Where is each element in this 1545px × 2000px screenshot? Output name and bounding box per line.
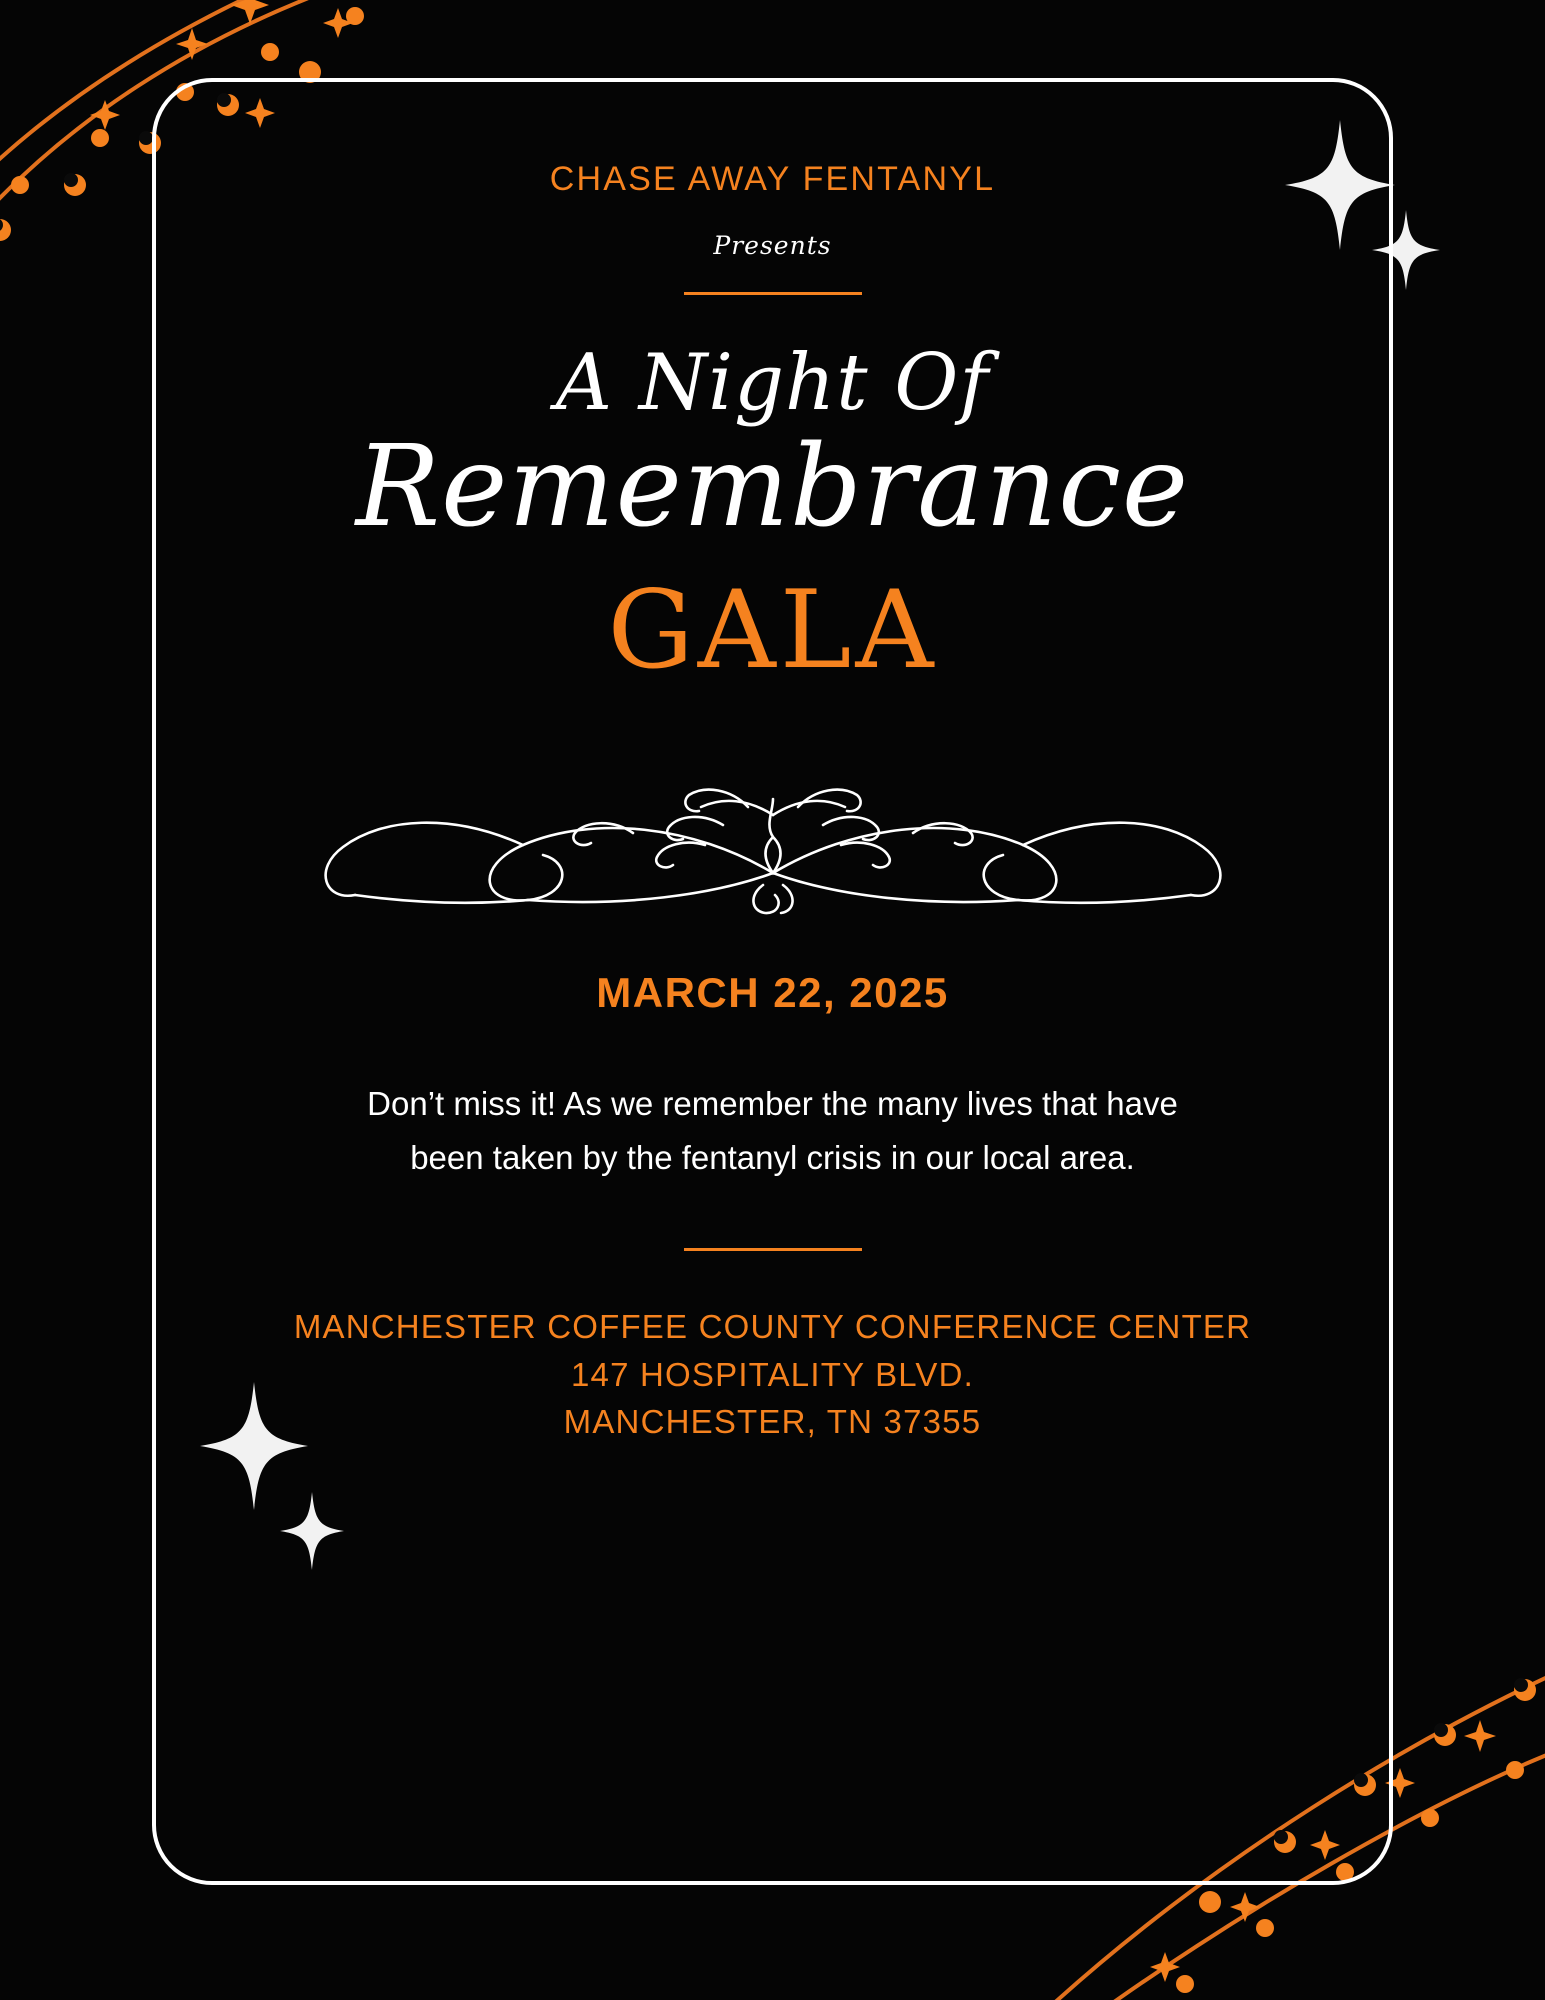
venue-name: MANCHESTER COFFEE COUNTY CONFERENCE CENTER xyxy=(293,1307,1252,1345)
title-line-2: Remembrance xyxy=(355,421,1190,552)
event-description: Don’t miss it! As we remember the many lives that have been taken by the fentanyl crisis in our local area. xyxy=(367,1084,1178,1177)
venue-city-state-zip: MANCHESTER, TN 37355 xyxy=(563,1403,982,1441)
divider-rule-bottom xyxy=(684,1248,862,1251)
title-line-3: GALA xyxy=(607,567,938,693)
presents-label: Presents xyxy=(713,231,832,260)
venue-block xyxy=(294,1303,1251,1447)
title-line-1: A Night Of xyxy=(555,338,990,428)
floral-flourish-icon xyxy=(293,755,1253,915)
divider-rule-top xyxy=(684,292,862,295)
venue-street: 147 HOSPITALITY BLVD. xyxy=(570,1355,974,1393)
organization-name: CHASE AWAY FENTANYL xyxy=(549,160,996,198)
poster-content xyxy=(152,78,1393,1885)
event-date: MARCH 22, 2025 xyxy=(596,968,949,1016)
